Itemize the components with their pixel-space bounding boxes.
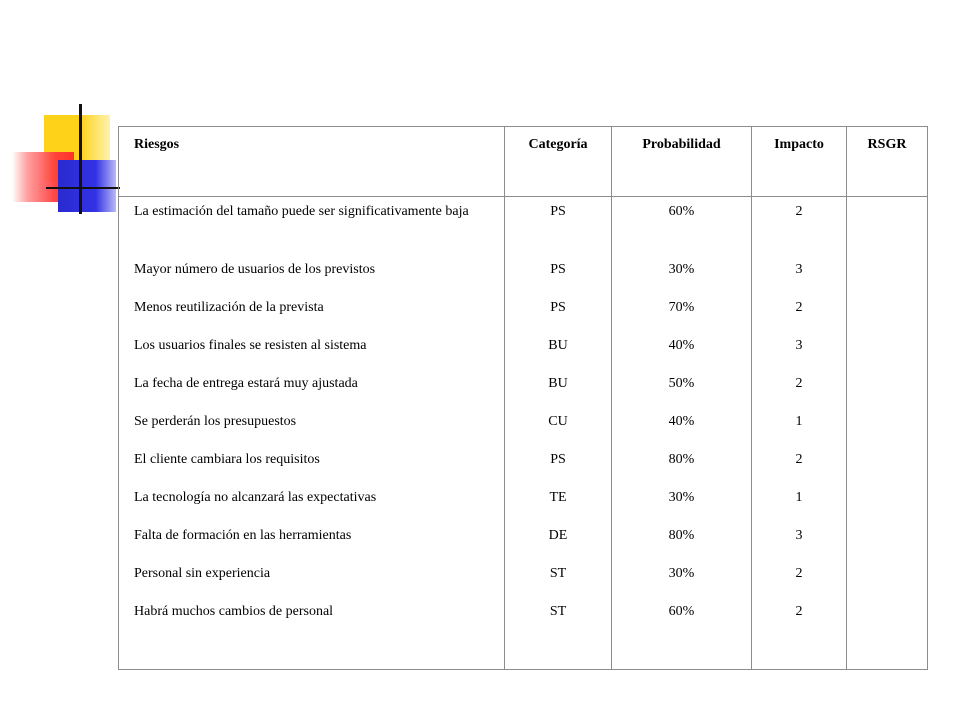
impacto-value: 3 <box>795 338 803 353</box>
probabilidad-value: 80% <box>668 452 695 467</box>
logo-horizontal-line <box>46 187 120 189</box>
probabilidad-value: 80% <box>668 528 695 543</box>
risk-text: Habrá muchos cambios de personal <box>134 604 334 619</box>
risk-text: El cliente cambiara los requisitos <box>134 452 320 467</box>
risk-text: Personal sin experiencia <box>134 566 271 581</box>
risk-text: Mayor número de usuarios de los previstos <box>134 262 376 277</box>
table-body-row <box>119 197 928 670</box>
risk-text: La fecha de entrega estará muy ajustada <box>134 376 358 391</box>
categoria-value: DE <box>548 528 568 543</box>
header-categoria: Categoría <box>505 127 612 197</box>
header-rsgr: RSGR <box>847 127 928 197</box>
probabilidad-value: 40% <box>668 338 695 353</box>
categoria-value: PS <box>550 262 566 277</box>
list-item <box>134 565 488 603</box>
riesgos-column <box>119 197 505 670</box>
impacto-value: 2 <box>795 566 803 581</box>
probabilidad-value: 30% <box>668 566 695 581</box>
logo-blue-square <box>58 160 116 212</box>
impacto-value: 1 <box>795 414 803 429</box>
list-item <box>134 451 488 489</box>
categoria-value: BU <box>548 376 568 391</box>
categoria-value: PS <box>550 452 566 467</box>
risk-list <box>119 203 504 641</box>
impacto-value: 3 <box>795 262 803 277</box>
risk-table <box>118 126 928 670</box>
probabilidad-value: 30% <box>668 262 695 277</box>
probabilidad-value: 50% <box>668 376 695 391</box>
table-header-row <box>119 127 928 197</box>
header-impacto: Impacto <box>752 127 847 197</box>
impacto-value: 2 <box>795 300 803 315</box>
impacto-value: 2 <box>795 204 803 219</box>
list-item <box>134 337 488 375</box>
categoria-value: ST <box>549 604 567 619</box>
categoria-value: ST <box>549 566 567 581</box>
list-item <box>134 299 488 337</box>
categoria-value: CU <box>548 414 568 429</box>
risk-text: Menos reutilización de la prevista <box>134 300 324 315</box>
categoria-column <box>505 197 612 670</box>
risk-text: Falta de formación en las herramientas <box>134 528 352 543</box>
impacto-value: 2 <box>795 376 803 391</box>
probabilidad-value: 60% <box>668 204 695 219</box>
categoria-value: PS <box>550 204 566 219</box>
probabilidad-column <box>612 197 752 670</box>
risk-text: La estimación del tamaño puede ser significativamente baja <box>134 204 469 219</box>
header-riesgos: Riesgos <box>119 127 505 197</box>
header-probabilidad: Probabilidad <box>612 127 752 197</box>
probabilidad-value: 60% <box>668 604 695 619</box>
list-item <box>134 413 488 451</box>
logo-vertical-line <box>79 104 82 214</box>
list-item <box>134 603 488 641</box>
risk-text: Se perderán los presupuestos <box>134 414 297 429</box>
risk-text: Los usuarios finales se resisten al sistema <box>134 338 367 353</box>
categoria-value: PS <box>550 300 566 315</box>
categoria-value: TE <box>549 490 567 505</box>
list-item <box>134 261 488 299</box>
probabilidad-value: 40% <box>668 414 695 429</box>
impacto-value: 3 <box>795 528 803 543</box>
rsgr-column <box>847 197 928 670</box>
impacto-value: 1 <box>795 490 803 505</box>
list-item <box>134 375 488 413</box>
list-item <box>134 527 488 565</box>
probabilidad-value: 30% <box>668 490 695 505</box>
impacto-value: 2 <box>795 452 803 467</box>
list-item <box>134 489 488 527</box>
categoria-value: BU <box>548 338 568 353</box>
list-item <box>134 203 488 261</box>
impacto-column <box>752 197 847 670</box>
impacto-value: 2 <box>795 604 803 619</box>
probabilidad-value: 70% <box>668 300 695 315</box>
risk-text: La tecnología no alcanzará las expectativas <box>134 490 377 505</box>
